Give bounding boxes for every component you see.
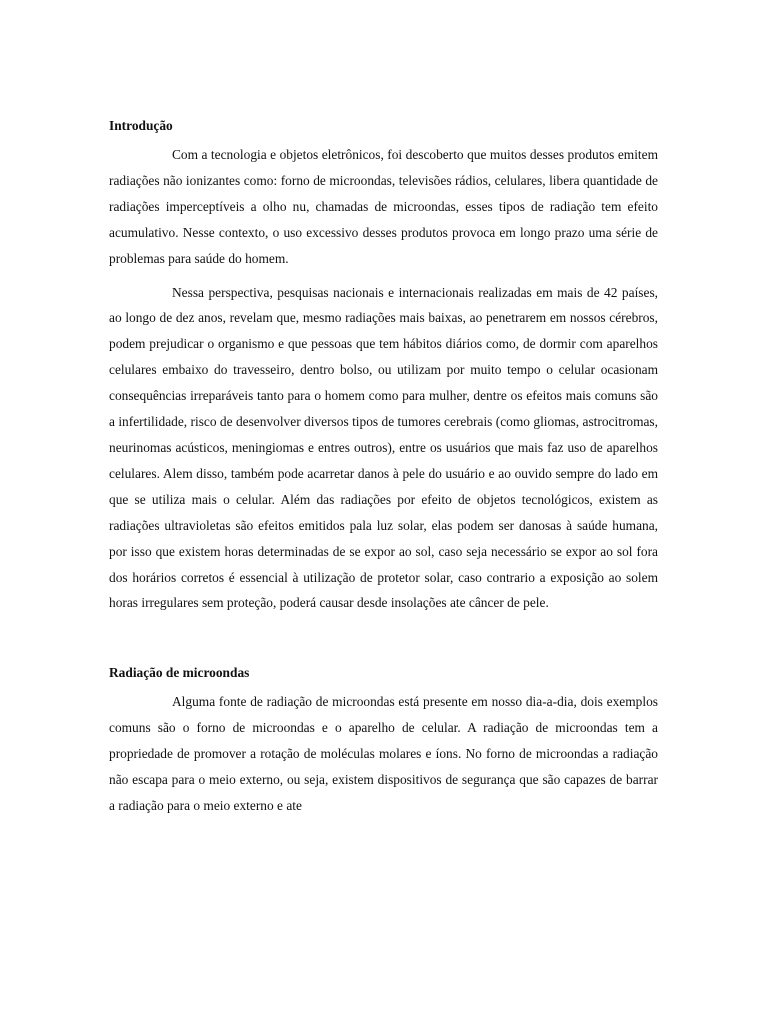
section-heading-introducao: Introdução — [109, 118, 173, 133]
paragraph-intro-1: Com a tecnologia e objetos eletrônicos, foi descoberto que muitos desses produtos emitem radiações não ionizantes como: forno de microondas, televisões rádios, celulares, libera quantidade de radiações imperceptíveis a olho nu, chamadas de microondas, esses tipos de radiação tem efeito acumulativo. Nesse contexto, o uso excessivo desses produtos provoca em longo prazo uma série de problemas para saúde do homem. — [109, 147, 658, 266]
paragraph-intro-2: Nessa perspectiva, pesquisas nacionais e internacionais realizadas em mais de 42 países, ao longo de dez anos, revelam que, mesmo radiações mais baixas, ao penetrarem em nossos cérebros, podem prejudicar o organismo e que pessoas que tem hábitos diários como, de dormir com aparelhos celulares embaixo do travesseiro, dentro bolso, ou utilizam por muito tempo o celular ocasionam consequências irreparáveis tanto para o homem como para mulher, dentre os efeitos mais comuns são a infertilidade, risco de desenvolver diversos tipos de tumores cerebrais (como gliomas, astrocitromas, neurinomas acústicos, meningiomas e entres outros), entre os usuários que mais faz uso de aparelhos celulares. Alem disso, também pode acarretar danos à pele do usuário e ao ouvido sempre do lado em que se utiliza mais o celular. Além das radiações por efeito de objetos tecnológicos, existem as radiações ultravioletas são efeitos emitidos pala luz solar, elas podem ser danosas à saúde humana, por isso que existem horas determinadas de se expor ao sol, caso seja necessário se expor ao sol fora dos horários corretos é essencial à utilização de protetor solar, caso contrario a exposição ao solem horas irregulares sem proteção, poderá causar desde insolações ate câncer de pele. — [109, 284, 658, 611]
paragraph-microondas-1: Alguma fonte de radiação de microondas está presente em nosso dia-a-dia, dois exemplos comuns são o forno de microondas e o aparelho de celular. A radiação de microondas tem a propriedade de promover a rotação de moléculas molares e íons. No forno de microondas a radiação não escapa para o meio externo, ou seja, existem dispositivos de segurança que são capazes de barrar a radiação para o meio externo e ate — [109, 694, 658, 813]
section-heading-radiacao-microondas: Radiação de microondas — [109, 665, 250, 681]
document-page — [109, 117, 658, 819]
